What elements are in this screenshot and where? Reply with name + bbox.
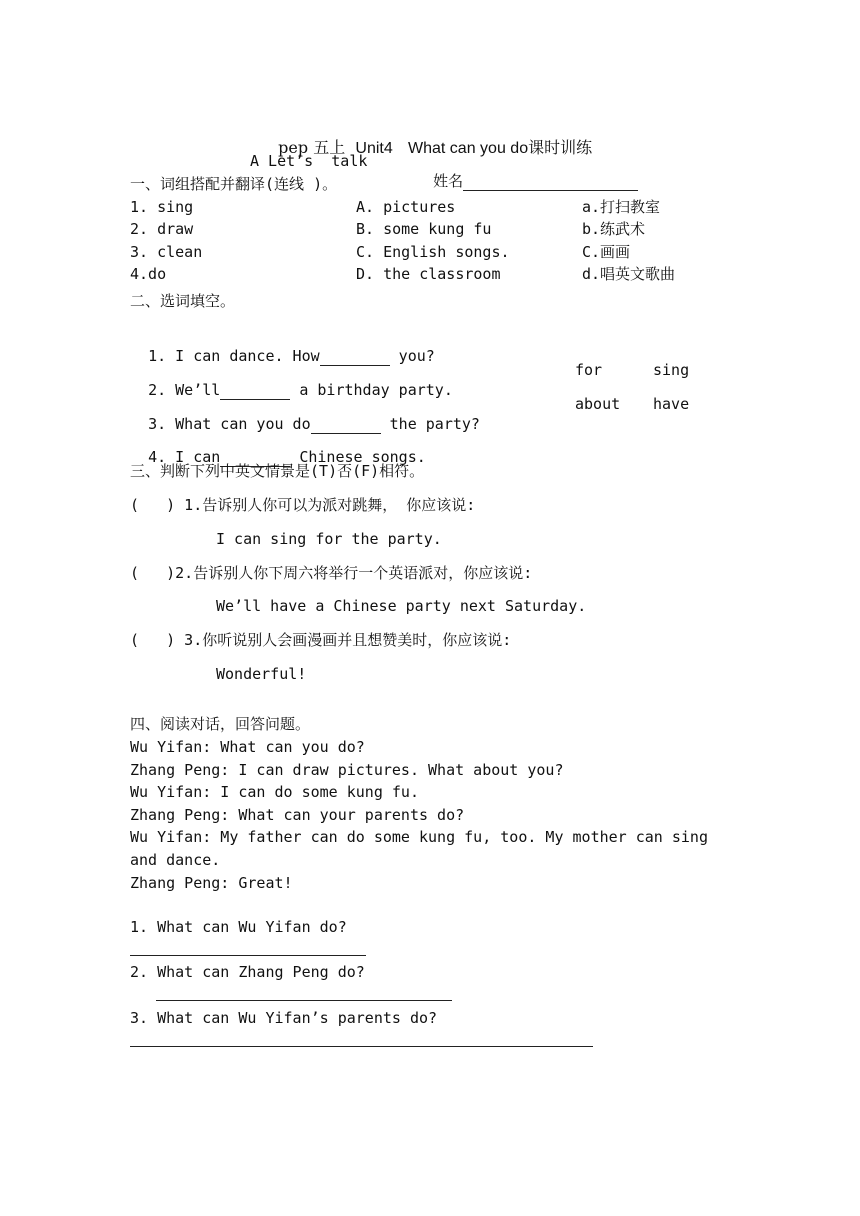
dialogue-line-6: and dance. — [130, 851, 221, 869]
fill-item-3-pre: 3. What can you do — [148, 415, 311, 433]
match-right-4: d.唱英文歌曲 — [582, 265, 676, 283]
fill-item-2-post: a birthday party. — [290, 381, 453, 399]
match-right-3: C.画画 — [582, 243, 631, 261]
match-mid-1: A. pictures — [356, 198, 456, 216]
answer-line-2[interactable] — [156, 1000, 452, 1001]
title-unit: Unit4 — [355, 140, 393, 157]
word-bank-about: about — [575, 395, 621, 413]
dialogue-line-4: Zhang Peng: What can your parents do? — [130, 806, 465, 824]
section4-title: 四、阅读对话，回答问题。 — [130, 715, 311, 733]
match-left-1: 1. sing — [130, 198, 194, 216]
word-bank-have: have — [653, 395, 690, 413]
fill-item-1-post: you? — [389, 347, 435, 365]
title-prefix: pep 五上 — [278, 138, 346, 157]
dialogue-line-5: Wu Yifan: My father can do some kung fu, too. My mother can sing — [130, 828, 708, 846]
judge-question-2[interactable]: ( )2.告诉别人你下周六将举行一个英语派对，你应该说: — [130, 564, 533, 582]
dialogue-line-3: Wu Yifan: I can do some kung fu. — [130, 783, 419, 801]
title-topic: What can you do — [408, 140, 529, 157]
fill-item-1-pre: 1. I can dance. How — [148, 347, 320, 365]
fill-item-4-pre: 4. I can — [148, 448, 221, 466]
match-mid-4: D. the classroom — [356, 265, 501, 283]
question-3: 3. What can Wu Yifan’s parents do? — [130, 1009, 438, 1027]
section1-title: 一、词组搭配并翻译(连线 )。 — [130, 175, 338, 193]
question-1: 1. What can Wu Yifan do? — [130, 918, 347, 936]
match-right-1: a.打扫教室 — [582, 198, 661, 216]
judge-answer-2: We’ll have a Chinese party next Saturday. — [216, 597, 587, 615]
dialogue-line-7: Zhang Peng: Great! — [130, 874, 293, 892]
section2-title: 二、选词填空。 — [130, 292, 236, 310]
match-left-4: 4.do — [130, 265, 167, 283]
lesson-label: A Let’s talk — [250, 152, 368, 170]
answer-line-1[interactable] — [130, 955, 366, 956]
match-left-3: 3. clean — [130, 243, 203, 261]
name-label: 姓名 — [433, 172, 464, 190]
word-bank-for: for — [575, 361, 603, 379]
answer-line-3[interactable] — [130, 1046, 593, 1047]
judge-question-1[interactable]: ( ) 1.告诉别人你可以为派对跳舞， 你应该说: — [130, 496, 476, 514]
judge-question-3[interactable]: ( ) 3.你听说别人会画漫画并且想赞美时，你应该说: — [130, 631, 512, 649]
judge-answer-1: I can sing for the party. — [216, 530, 442, 548]
judge-answer-3: Wonderful! — [216, 665, 307, 683]
fill-item-2-pre: 2. We’ll — [148, 381, 221, 399]
title-suffix: 课时训练 — [528, 138, 593, 157]
word-bank-sing: sing — [653, 361, 690, 379]
dialogue-line-2: Zhang Peng: I can draw pictures. What about you? — [130, 761, 564, 779]
match-right-2: b.练武术 — [582, 220, 646, 238]
section3-title: 三、判断下列中英文情景是(T)否(F)相符。 — [130, 462, 425, 480]
dialogue-line-1: Wu Yifan: What can you do? — [130, 738, 365, 756]
question-2: 2. What can Zhang Peng do? — [130, 963, 365, 981]
fill-item-4-post: Chinese songs. — [290, 448, 426, 466]
name-blank[interactable] — [463, 174, 638, 191]
fill-item-3-post: the party? — [380, 415, 480, 433]
name-field[interactable] — [415, 151, 638, 191]
match-mid-3: C. English songs. — [356, 243, 510, 261]
match-left-2: 2. draw — [130, 220, 194, 238]
match-mid-2: B. some kung fu — [356, 220, 492, 238]
